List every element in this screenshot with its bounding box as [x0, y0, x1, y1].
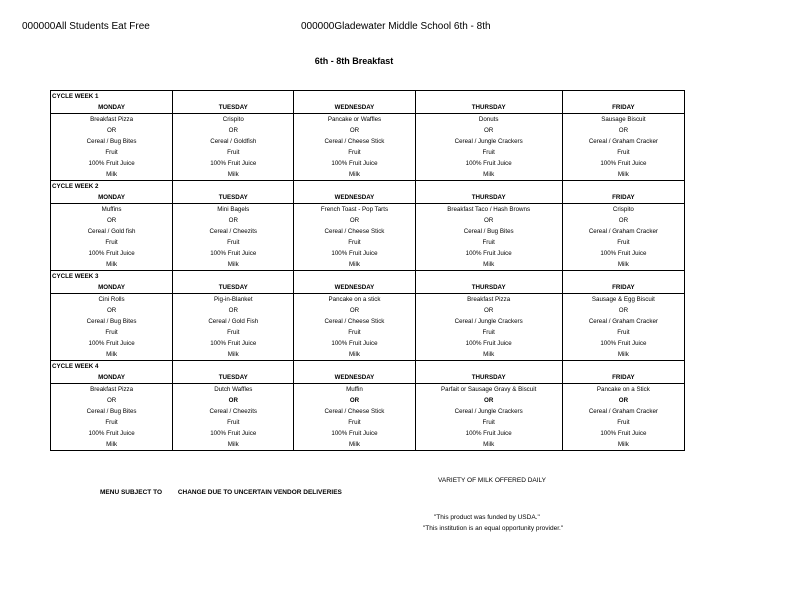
menu-item: Fruit: [173, 327, 294, 338]
variety-note: VARIETY OF MILK OFFERED DAILY: [438, 477, 546, 484]
menu-item: Breakfast Pizza: [415, 294, 562, 306]
menu-item: OR: [415, 305, 562, 316]
menu-row: [51, 226, 685, 237]
menu-item: Fruit: [415, 147, 562, 158]
day-header: TUESDAY: [173, 372, 294, 384]
menu-item: OR: [294, 395, 415, 406]
menu-item: Fruit: [51, 417, 173, 428]
menu-item: Cereal / Jungle Crackers: [415, 136, 562, 147]
menu-item: OR: [562, 215, 684, 226]
empty-cell: [294, 91, 415, 103]
menu-item: Cereal / Goldfish: [173, 136, 294, 147]
menu-item: 100% Fruit Juice: [562, 248, 684, 259]
menu-item: Fruit: [51, 237, 173, 248]
header-left: 000000All Students Eat Free: [22, 21, 150, 32]
menu-item: Muffins: [51, 204, 173, 216]
day-header: FRIDAY: [562, 282, 684, 294]
empty-cell: [415, 361, 562, 373]
menu-item: 100% Fruit Juice: [415, 428, 562, 439]
menu-item: Fruit: [562, 417, 684, 428]
menu-item: Fruit: [294, 417, 415, 428]
menu-item: Cereal / Cheezits: [173, 226, 294, 237]
menu-item: OR: [415, 125, 562, 136]
menu-item: Milk: [51, 439, 173, 451]
empty-cell: [562, 361, 684, 373]
menu-item: Cereal / Cheese Stick: [294, 226, 415, 237]
menu-item: Cereal / Jungle Crackers: [415, 406, 562, 417]
subject-note: [100, 489, 356, 496]
day-header: WEDNESDAY: [294, 192, 415, 204]
menu-item: Milk: [294, 439, 415, 451]
day-header: TUESDAY: [173, 192, 294, 204]
menu-item: 100% Fruit Juice: [51, 158, 173, 169]
menu-row: [51, 428, 685, 439]
page-title: 6th - 8th Breakfast: [314, 56, 394, 66]
header-right: 000000Gladewater Middle School 6th - 8th: [301, 21, 491, 32]
menu-row: [51, 327, 685, 338]
day-header: TUESDAY: [173, 102, 294, 114]
menu-item: Milk: [294, 259, 415, 271]
menu-item: OR: [173, 125, 294, 136]
menu-item: Parfait or Sausage Gravy & Biscuit: [415, 384, 562, 396]
menu-item: Fruit: [173, 417, 294, 428]
day-header: WEDNESDAY: [294, 102, 415, 114]
menu-item: Breakfast Taco / Hash Browns: [415, 204, 562, 216]
day-header: FRIDAY: [562, 192, 684, 204]
menu-item: Fruit: [173, 237, 294, 248]
menu-item: 100% Fruit Juice: [294, 428, 415, 439]
menu-item: Milk: [562, 439, 684, 451]
menu-item: 100% Fruit Juice: [294, 158, 415, 169]
menu-item: Milk: [51, 169, 173, 181]
menu-row: [51, 406, 685, 417]
menu-item: French Toast - Pop Tarts: [294, 204, 415, 216]
menu-item: OR: [294, 125, 415, 136]
menu-item: Cereal / Graham Cracker: [562, 316, 684, 327]
empty-cell: [294, 181, 415, 193]
menu-row: [51, 158, 685, 169]
menu-item: Milk: [415, 259, 562, 271]
menu-item: 100% Fruit Juice: [415, 158, 562, 169]
menu-row: [51, 349, 685, 361]
menu-table: [50, 90, 685, 451]
empty-cell: [294, 271, 415, 283]
menu-row: [51, 114, 685, 126]
menu-row: [51, 384, 685, 396]
menu-item: 100% Fruit Juice: [294, 248, 415, 259]
menu-item: Milk: [562, 259, 684, 271]
day-header: MONDAY: [51, 372, 173, 384]
cycle-week-row: [51, 181, 685, 193]
menu-item: 100% Fruit Juice: [562, 428, 684, 439]
menu-item: OR: [562, 395, 684, 406]
empty-cell: [562, 91, 684, 103]
day-header-row: [51, 282, 685, 294]
menu-item: OR: [562, 305, 684, 316]
usda-funding-note: "This product was funded by USDA.": [434, 514, 540, 521]
day-header: TUESDAY: [173, 282, 294, 294]
menu-row: [51, 215, 685, 226]
menu-item: Milk: [173, 349, 294, 361]
menu-item: 100% Fruit Juice: [51, 338, 173, 349]
menu-item: 100% Fruit Juice: [51, 428, 173, 439]
menu-item: OR: [51, 215, 173, 226]
menu-item: Fruit: [562, 237, 684, 248]
menu-item: Milk: [294, 349, 415, 361]
menu-item: 100% Fruit Juice: [415, 248, 562, 259]
subject-note-part-2: CHANGE DUE TO UNCERTAIN VENDOR DELIVERIES: [177, 489, 342, 496]
menu-row: [51, 204, 685, 216]
empty-cell: [415, 271, 562, 283]
menu-item: Cereal / Bug Bites: [51, 406, 173, 417]
menu-item: Cereal / Gold fish: [51, 226, 173, 237]
cycle-week-label: CYCLE WEEK 1: [51, 91, 173, 103]
menu-row: [51, 439, 685, 451]
menu-item: Cereal / Jungle Crackers: [415, 316, 562, 327]
menu-item: Crispito: [173, 114, 294, 126]
menu-item: Milk: [562, 169, 684, 181]
menu-item: Fruit: [294, 237, 415, 248]
menu-item: Fruit: [415, 237, 562, 248]
menu-item: Milk: [415, 349, 562, 361]
empty-cell: [173, 271, 294, 283]
menu-item: Sausage & Egg Biscuit: [562, 294, 684, 306]
menu-item: OR: [415, 395, 562, 406]
empty-cell: [173, 181, 294, 193]
menu-item: OR: [562, 125, 684, 136]
menu-item: Milk: [562, 349, 684, 361]
menu-item: Fruit: [415, 417, 562, 428]
menu-item: Fruit: [415, 327, 562, 338]
menu-row: [51, 395, 685, 406]
day-header: FRIDAY: [562, 372, 684, 384]
menu-item: Breakfast Pizza: [51, 384, 173, 396]
cycle-week-row: [51, 91, 685, 103]
menu-item: Milk: [173, 259, 294, 271]
menu-item: OR: [173, 305, 294, 316]
menu-item: 100% Fruit Juice: [562, 338, 684, 349]
menu-item: 100% Fruit Juice: [173, 428, 294, 439]
menu-row: [51, 169, 685, 181]
menu-item: Pancake or Waffles: [294, 114, 415, 126]
menu-row: [51, 259, 685, 271]
menu-row: [51, 125, 685, 136]
cycle-week-row: [51, 271, 685, 283]
day-header: WEDNESDAY: [294, 282, 415, 294]
menu-row: [51, 417, 685, 428]
menu-item: Milk: [173, 439, 294, 451]
menu-row: [51, 305, 685, 316]
menu-item: Pig-in-Blanket: [173, 294, 294, 306]
day-header: THURSDAY: [415, 102, 562, 114]
menu-item: 100% Fruit Juice: [415, 338, 562, 349]
menu-item: Cereal / Cheese Stick: [294, 406, 415, 417]
empty-cell: [173, 361, 294, 373]
menu-row: [51, 294, 685, 306]
menu-item: Fruit: [51, 147, 173, 158]
day-header: THURSDAY: [415, 372, 562, 384]
empty-cell: [415, 91, 562, 103]
menu-item: Milk: [415, 169, 562, 181]
menu-row: [51, 248, 685, 259]
cycle-week-label: CYCLE WEEK 3: [51, 271, 173, 283]
menu-item: OR: [415, 215, 562, 226]
menu-item: Cereal / Graham Cracker: [562, 136, 684, 147]
menu-item: Milk: [415, 439, 562, 451]
menu-item: Cereal / Bug Bites: [415, 226, 562, 237]
menu-item: Cereal / Cheese Stick: [294, 136, 415, 147]
menu-item: Fruit: [51, 327, 173, 338]
menu-item: Fruit: [562, 147, 684, 158]
cycle-week-label: CYCLE WEEK 4: [51, 361, 173, 373]
menu-item: Cereal / Bug Bites: [51, 136, 173, 147]
empty-cell: [415, 181, 562, 193]
day-header: THURSDAY: [415, 282, 562, 294]
empty-cell: [562, 271, 684, 283]
menu-item: OR: [294, 215, 415, 226]
day-header: MONDAY: [51, 102, 173, 114]
menu-item: Fruit: [173, 147, 294, 158]
menu-item: Cini Rolls: [51, 294, 173, 306]
menu-item: Breakfast Pizza: [51, 114, 173, 126]
menu-item: Sausage Biscuit: [562, 114, 684, 126]
menu-item: Fruit: [294, 147, 415, 158]
menu-item: OR: [51, 395, 173, 406]
empty-cell: [173, 91, 294, 103]
menu-item: Cereal / Cheese Stick: [294, 316, 415, 327]
menu-row: [51, 338, 685, 349]
menu-row: [51, 237, 685, 248]
menu-item: Dutch Waffles: [173, 384, 294, 396]
menu-item: OR: [173, 215, 294, 226]
cycle-week-row: [51, 361, 685, 373]
menu-item: Cereal / Cheezits: [173, 406, 294, 417]
menu-item: OR: [173, 395, 294, 406]
menu-item: 100% Fruit Juice: [51, 248, 173, 259]
menu-item: OR: [51, 125, 173, 136]
menu-item: Donuts: [415, 114, 562, 126]
menu-item: Cereal / Graham Cracker: [562, 406, 684, 417]
empty-cell: [562, 181, 684, 193]
menu-item: Fruit: [294, 327, 415, 338]
menu-item: OR: [294, 305, 415, 316]
menu-item: 100% Fruit Juice: [173, 248, 294, 259]
day-header: FRIDAY: [562, 102, 684, 114]
day-header: THURSDAY: [415, 192, 562, 204]
day-header: MONDAY: [51, 282, 173, 294]
menu-item: 100% Fruit Juice: [173, 158, 294, 169]
menu-item: Muffin: [294, 384, 415, 396]
empty-cell: [294, 361, 415, 373]
day-header-row: [51, 192, 685, 204]
menu-item: Crispito: [562, 204, 684, 216]
menu-item: Mini Bagels: [173, 204, 294, 216]
menu-item: Fruit: [562, 327, 684, 338]
day-header: WEDNESDAY: [294, 372, 415, 384]
menu-item: Cereal / Bug Bites: [51, 316, 173, 327]
menu-row: [51, 316, 685, 327]
menu-item: Pancake on a Stick: [562, 384, 684, 396]
day-header-row: [51, 102, 685, 114]
menu-item: Milk: [51, 259, 173, 271]
menu-item: Pancake on a stick: [294, 294, 415, 306]
day-header: MONDAY: [51, 192, 173, 204]
subject-note-part-1: MENU SUBJECT TO: [100, 489, 162, 496]
menu-item: Cereal / Graham Cracker: [562, 226, 684, 237]
menu-item: 100% Fruit Juice: [562, 158, 684, 169]
equal-opportunity-note: "This institution is an equal opportunity provider.": [423, 525, 564, 532]
menu-item: Milk: [173, 169, 294, 181]
menu-row: [51, 136, 685, 147]
menu-item: OR: [51, 305, 173, 316]
menu-item: Cereal / Gold Fish: [173, 316, 294, 327]
menu-item: Milk: [51, 349, 173, 361]
menu-item: Milk: [294, 169, 415, 181]
cycle-week-label: CYCLE WEEK 2: [51, 181, 173, 193]
menu-item: 100% Fruit Juice: [294, 338, 415, 349]
menu-item: 100% Fruit Juice: [173, 338, 294, 349]
menu-row: [51, 147, 685, 158]
day-header-row: [51, 372, 685, 384]
